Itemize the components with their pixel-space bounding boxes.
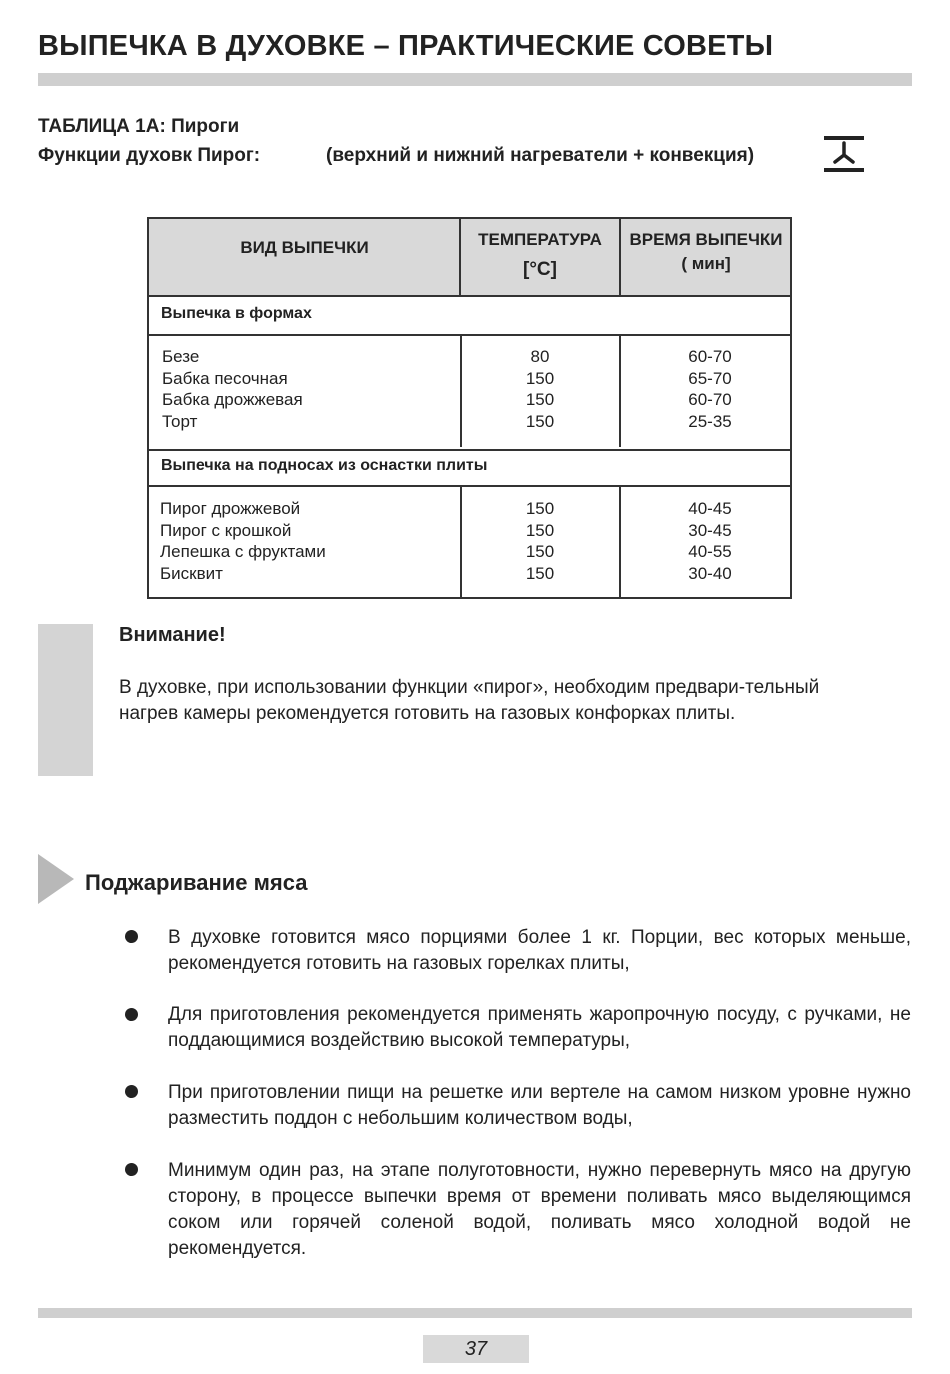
table-cell: 80 xyxy=(530,347,550,366)
table-cell: 150 xyxy=(525,368,555,388)
function-value: (верхний и нижний нагреватели + конвекция) xyxy=(326,145,755,166)
table-cell: Бабка песочная xyxy=(162,368,288,388)
table-cell: 40-45 xyxy=(688,499,732,518)
section-1-times xyxy=(620,346,800,432)
table-cell: 150 xyxy=(525,411,555,431)
bullet-icon xyxy=(125,930,138,943)
table-cell: 60-70 xyxy=(688,347,732,366)
table-cell: 150 xyxy=(525,520,555,540)
function-label: Функции духовк Пирог: xyxy=(38,145,261,166)
section-2-names xyxy=(160,498,326,584)
col-divider xyxy=(459,219,461,295)
section-title: Выпечка на подносах из оснастки плиты xyxy=(161,457,488,474)
row-divider xyxy=(149,485,790,487)
table-cell: 65-70 xyxy=(688,368,732,388)
section-arrow-icon xyxy=(38,854,74,904)
table-cell: 60-70 xyxy=(688,390,732,410)
top-bottom-heater-fan-icon xyxy=(822,134,866,176)
header-temperature: ТЕМПЕРАТУРА [°C] xyxy=(478,230,602,280)
meat-section-heading: Поджаривание мяса xyxy=(85,870,308,895)
table-cell: Бисквит xyxy=(160,563,223,583)
list-item: В духовке готовится мясо порциями более 1 кг. Порции, вес которых меньше, рекомендуется готовить на газовых горелках плиты, xyxy=(168,927,911,974)
table-cell: 150 xyxy=(525,542,555,562)
page-number: 37 xyxy=(423,1335,529,1363)
attention-bar xyxy=(38,624,93,776)
bullet-icon xyxy=(125,1163,138,1176)
table-cell: Пирог дрожжевой xyxy=(160,499,301,518)
section-1-names xyxy=(162,346,303,432)
table-cell: Пирог с крошкой xyxy=(160,520,292,540)
table-cell: Торт xyxy=(162,411,198,431)
page-title: ВЫПЕЧКА В ДУХОВКЕ – ПРАКТИЧЕСКИЕ СОВЕТЫ xyxy=(38,30,774,62)
table-cell: 30-40 xyxy=(688,563,732,583)
list-item: Минимум один раз, на этапе полуготовности, нужно перевернуть мясо на другую сторону, в процессе выпечки время от времени поливать мясо выделяющимся соком или горячей соленой водой, поливать мясо холодной водой не рекомендуется. xyxy=(168,1160,911,1259)
list-item: При приготовлении пищи на решетке или вертеле на самом низком уровне нужно разместить поддон с небольшим количеством воды, xyxy=(168,1082,911,1129)
table-cell: 150 xyxy=(525,563,555,583)
section-title: Выпечка в формах xyxy=(161,305,312,322)
table-cell: 30-45 xyxy=(688,520,732,540)
table-cell: Лепешка с фруктами xyxy=(160,542,326,562)
top-rule xyxy=(38,73,912,86)
section-1-temps xyxy=(460,346,620,432)
section-2-temps xyxy=(460,498,620,584)
table-cell: 150 xyxy=(525,499,555,518)
attention-title: Внимание! xyxy=(119,624,226,646)
row-divider xyxy=(149,334,790,336)
table-cell: Безе xyxy=(162,347,200,366)
table-cell: 25-35 xyxy=(688,411,732,431)
bottom-rule xyxy=(38,1308,912,1318)
bullet-icon xyxy=(125,1008,138,1021)
table-cell: 150 xyxy=(525,390,555,410)
bullet-icon xyxy=(125,1085,138,1098)
col-divider xyxy=(619,219,621,295)
table-caption: ТАБЛИЦА 1А: Пироги xyxy=(38,116,240,137)
baking-table xyxy=(147,217,792,599)
attention-text: В духовке, при использовании функции «пирог», необходим предвари-тельный нагрев камеры рекомендуется готовить на газовых конфорках плиты. xyxy=(119,677,820,724)
header-time: ВРЕМЯ ВЫПЕЧКИ ( мин] xyxy=(629,230,783,273)
table-cell: 40-55 xyxy=(688,542,732,562)
table-cell: Бабка дрожжевая xyxy=(162,390,303,410)
section-2-times xyxy=(620,498,800,584)
list-item: Для приготовления рекомендуется применять жаропрочную посуду, с ручками, не поддающимися воздействию высокой температуры, xyxy=(168,1004,911,1051)
header-type: ВИД ВЫПЕЧКИ xyxy=(240,238,369,257)
row-divider xyxy=(149,449,790,451)
